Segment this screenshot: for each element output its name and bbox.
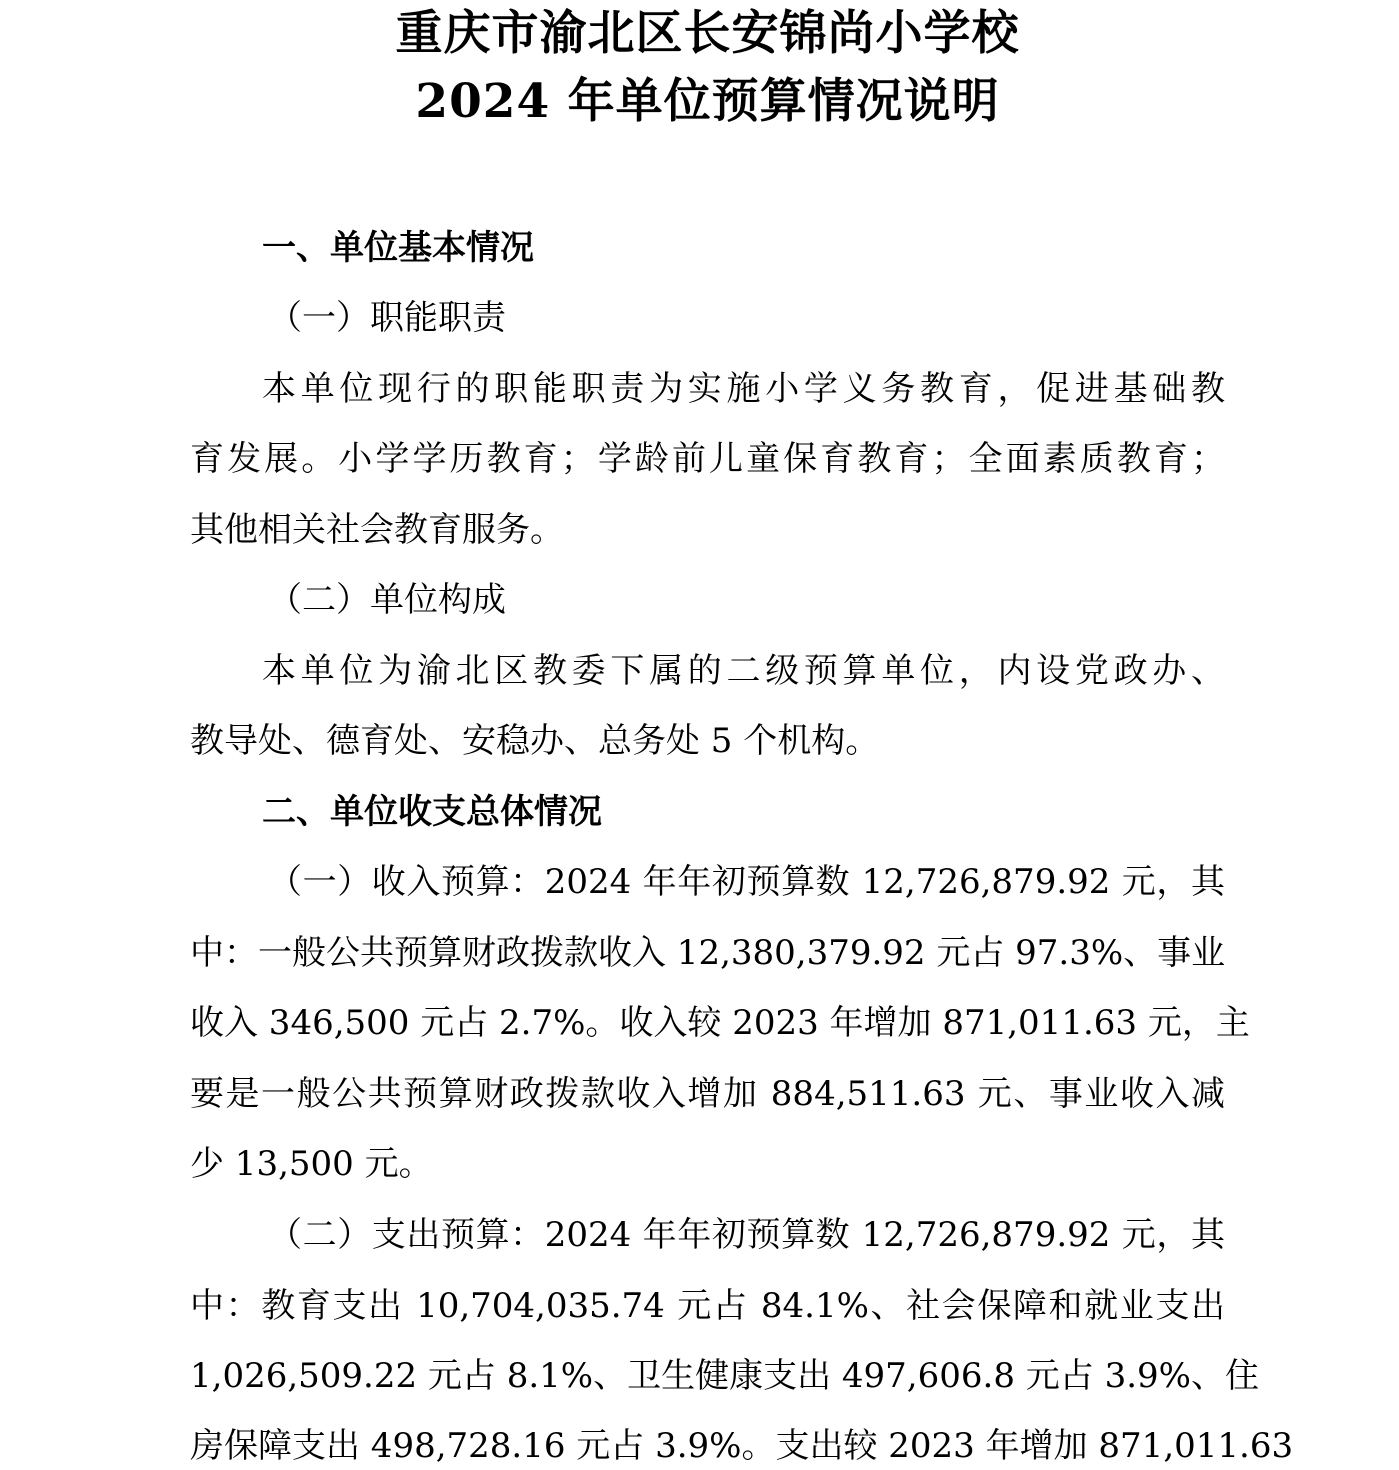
document-title-line1: 重庆市渝北区长安锦尚小学校 xyxy=(395,6,1020,61)
section1-heading: 一、单位基本情况 xyxy=(262,228,534,268)
paragraph-line: 教导处、德育处、安稳办、总务处 5 个机构。 xyxy=(190,721,880,761)
section2-heading: 二、单位收支总体情况 xyxy=(262,792,602,832)
document-title-line2: 2024 年单位预算情况说明 xyxy=(415,74,1000,129)
paragraph-line: 本单位为渝北区教委下属的二级预算单位，内设党政办、 xyxy=(262,651,1225,691)
paragraph-line: 本单位现行的职能职责为实施小学义务教育，促进基础教 xyxy=(262,369,1225,409)
section1-sub2-heading: （二）单位构成 xyxy=(268,580,506,620)
paragraph-line: 要是一般公共预算财政拨款收入增加 884,511.63 元、事业收入减 xyxy=(190,1074,1225,1114)
paragraph-line: 中：一般公共预算财政拨款收入 12,380,379.92 元占 97.3%、事业 xyxy=(190,933,1226,973)
paragraph-line: 中：教育支出 10,704,035.74 元占 84.1%、社会保障和就业支出 xyxy=(190,1286,1225,1326)
paragraph-line: 房保障支出 498,728.16 元占 3.9%。支出较 2023 年增加 871,011.63 xyxy=(190,1426,1294,1466)
paragraph-line: 其他相关社会教育服务。 xyxy=(190,510,564,550)
paragraph-line: 育发展。小学学历教育；学龄前儿童保育教育；全面素质教育； xyxy=(190,439,1225,479)
paragraph-line: （一）收入预算：2024 年年初预算数 12,726,879.92 元，其 xyxy=(268,862,1225,902)
paragraph-line: 少 13,500 元。 xyxy=(190,1144,433,1184)
paragraph-line: （二）支出预算：2024 年年初预算数 12,726,879.92 元，其 xyxy=(268,1215,1225,1255)
section1-sub1-heading: （一）职能职责 xyxy=(268,298,506,338)
paragraph-line: 1,026,509.22 元占 8.1%、卫生健康支出 497,606.8 元占 3.9%、住 xyxy=(190,1356,1259,1396)
paragraph-line: 收入 346,500 元占 2.7%。收入较 2023 年增加 871,011.63 元，主 xyxy=(190,1003,1250,1043)
